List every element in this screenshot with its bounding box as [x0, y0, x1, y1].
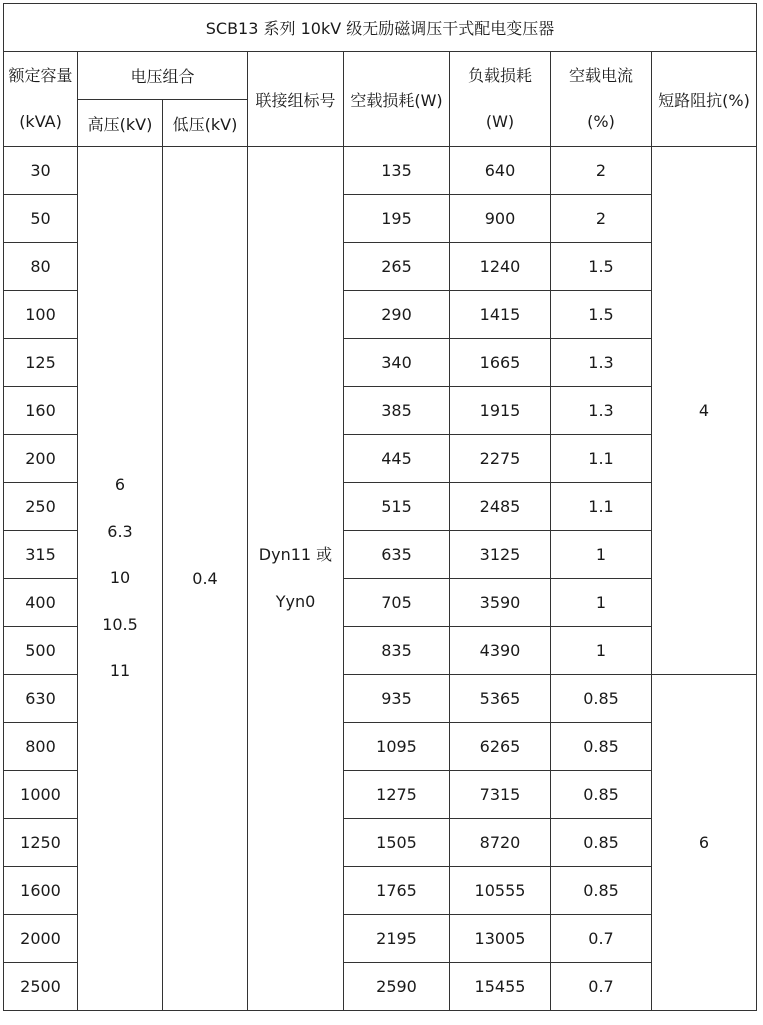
cell-load-loss: 900 [450, 195, 551, 243]
cell-capacity: 1000 [4, 771, 78, 819]
cell-load-loss: 15455 [450, 963, 551, 1011]
cell-load-loss: 2485 [450, 483, 551, 531]
cell-impedance-group-2: 6 [652, 675, 757, 1011]
header-no-load-current-label: 空载电流 [568, 66, 633, 85]
cell-capacity: 2000 [4, 915, 78, 963]
header-impedance: 短路阻抗(%) [652, 52, 757, 147]
cell-no-load-current: 1 [551, 531, 652, 579]
header-connection: 联接组标号 [248, 52, 344, 147]
cell-capacity: 30 [4, 147, 78, 195]
cell-no-load-loss: 135 [344, 147, 450, 195]
cell-load-loss: 1915 [450, 387, 551, 435]
cell-no-load-current: 1 [551, 579, 652, 627]
header-no-load-loss: 空载损耗(W) [344, 52, 450, 147]
cell-no-load-loss: 2590 [344, 963, 450, 1011]
cell-capacity: 200 [4, 435, 78, 483]
cell-no-load-loss: 195 [344, 195, 450, 243]
cell-capacity: 100 [4, 291, 78, 339]
cell-capacity: 1250 [4, 819, 78, 867]
cell-no-load-current: 1.3 [551, 339, 652, 387]
connection-line-1: Dyn11 或 [258, 545, 333, 564]
header-voltage-group: 电压组合 [78, 52, 248, 100]
cell-load-loss: 640 [450, 147, 551, 195]
cell-load-loss: 1240 [450, 243, 551, 291]
hv-value: 11 [109, 661, 131, 681]
cell-capacity: 2500 [4, 963, 78, 1011]
cell-no-load-current: 1.1 [551, 483, 652, 531]
header-capacity [4, 52, 78, 147]
cell-no-load-current: 2 [551, 147, 652, 195]
cell-capacity: 315 [4, 531, 78, 579]
hv-value: 10.5 [102, 614, 138, 634]
cell-no-load-current: 0.85 [551, 867, 652, 915]
cell-no-load-current: 0.85 [551, 723, 652, 771]
cell-no-load-loss: 835 [344, 627, 450, 675]
hv-value: 6.3 [107, 521, 133, 541]
header-capacity-unit: (kVA) [19, 112, 62, 131]
cell-no-load-current: 0.7 [551, 915, 652, 963]
cell-capacity: 50 [4, 195, 78, 243]
cell-no-load-loss: 1505 [344, 819, 450, 867]
header-hv: 高压(kV) [78, 100, 163, 147]
cell-capacity: 80 [4, 243, 78, 291]
cell-impedance-group-1: 4 [652, 147, 757, 675]
hv-value: 6 [114, 475, 126, 495]
table-row [4, 147, 757, 195]
table-title: SCB13 系列 10kV 级无励磁调压干式配电变压器 [4, 4, 757, 52]
spec-table-container [3, 3, 757, 1011]
cell-no-load-current: 0.85 [551, 675, 652, 723]
cell-no-load-loss: 340 [344, 339, 450, 387]
cell-no-load-current: 1 [551, 627, 652, 675]
cell-no-load-current: 2 [551, 195, 652, 243]
cell-connection [248, 147, 344, 1011]
cell-no-load-current: 0.85 [551, 819, 652, 867]
cell-load-loss: 13005 [450, 915, 551, 963]
cell-no-load-loss: 935 [344, 675, 450, 723]
cell-no-load-current: 1.5 [551, 291, 652, 339]
header-no-load-current-unit: (%) [587, 112, 615, 131]
cell-no-load-current: 1.3 [551, 387, 652, 435]
cell-no-load-current: 1.5 [551, 243, 652, 291]
hv-value: 10 [109, 568, 131, 588]
cell-no-load-loss: 265 [344, 243, 450, 291]
header-load-loss-label: 负载损耗 [467, 66, 532, 85]
cell-no-load-current: 1.1 [551, 435, 652, 483]
cell-capacity: 125 [4, 339, 78, 387]
header-capacity-label: 额定容量 [8, 66, 73, 85]
cell-no-load-loss: 290 [344, 291, 450, 339]
cell-no-load-loss: 2195 [344, 915, 450, 963]
cell-lv-value: 0.4 [163, 147, 248, 1011]
cell-capacity: 800 [4, 723, 78, 771]
cell-capacity: 250 [4, 483, 78, 531]
cell-load-loss: 6265 [450, 723, 551, 771]
cell-no-load-loss: 1275 [344, 771, 450, 819]
cell-no-load-loss: 705 [344, 579, 450, 627]
cell-capacity: 500 [4, 627, 78, 675]
cell-no-load-current: 0.85 [551, 771, 652, 819]
cell-load-loss: 3125 [450, 531, 551, 579]
cell-load-loss: 10555 [450, 867, 551, 915]
cell-load-loss: 8720 [450, 819, 551, 867]
cell-no-load-loss: 1095 [344, 723, 450, 771]
cell-load-loss: 1415 [450, 291, 551, 339]
header-load-loss [450, 52, 551, 147]
header-lv: 低压(kV) [163, 100, 248, 147]
cell-load-loss: 1665 [450, 339, 551, 387]
cell-no-load-loss: 515 [344, 483, 450, 531]
cell-capacity: 160 [4, 387, 78, 435]
cell-capacity: 1600 [4, 867, 78, 915]
cell-no-load-current: 0.7 [551, 963, 652, 1011]
header-load-loss-unit: (W) [485, 112, 515, 131]
cell-load-loss: 3590 [450, 579, 551, 627]
cell-capacity: 400 [4, 579, 78, 627]
cell-no-load-loss: 445 [344, 435, 450, 483]
connection-line-2: Yyn0 [275, 591, 316, 611]
cell-no-load-loss: 1765 [344, 867, 450, 915]
transformer-spec-table [3, 3, 757, 1011]
cell-no-load-loss: 635 [344, 531, 450, 579]
cell-load-loss: 7315 [450, 771, 551, 819]
header-no-load-current [551, 52, 652, 147]
cell-no-load-loss: 385 [344, 387, 450, 435]
cell-hv-values [78, 147, 163, 1011]
cell-capacity: 630 [4, 675, 78, 723]
cell-load-loss: 4390 [450, 627, 551, 675]
cell-load-loss: 5365 [450, 675, 551, 723]
cell-load-loss: 2275 [450, 435, 551, 483]
